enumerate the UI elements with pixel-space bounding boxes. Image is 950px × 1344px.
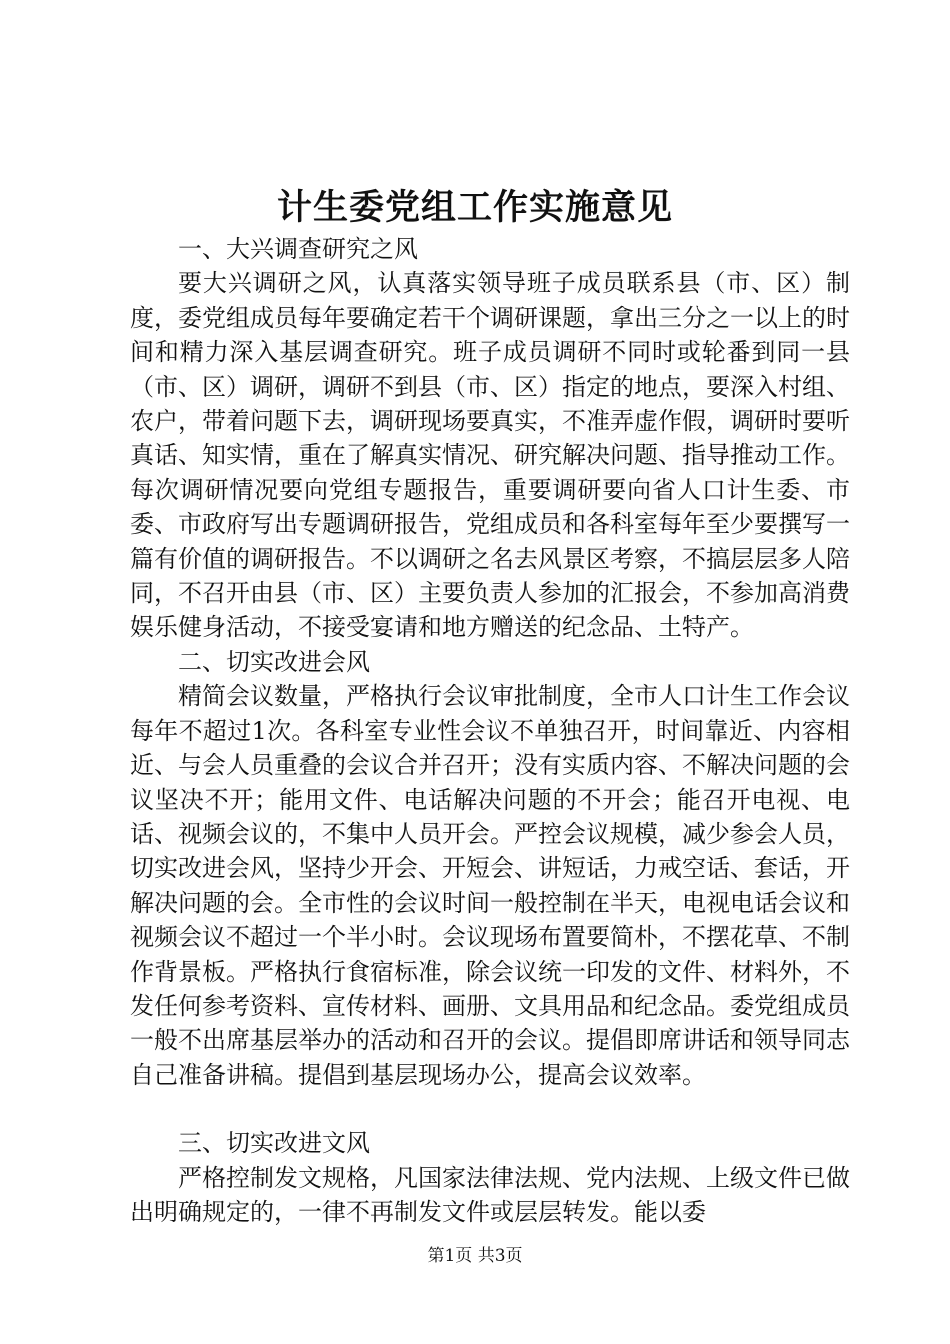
document-body [130,232,850,1229]
section-heading-2: 二、切实改进会风 [178,647,370,676]
section-paragraph-1: 要大兴调研之风，认真落实领导班子成员联系县（市、区）制度，委党组成员每年要确定若干个调研课题，拿出三分之一以上的时间和精力深入基层调查研究。班子成员调研不同时或轮番到同一县（市、区）调研，调研不到县（市、区）指定的地点，要深入村组、农户，带着问题下去，调研现场要真实，不准弄虚作假，调研时要听真话、知实情，重在了解真实情况、研究解决问题、指导推动工作。每次调研情况要向党组专题报告，重要调研要向省人口计生委、市委、市政府写出专题调研报告，党组成员和各科室每年至少要撰写一篇有价值的调研报告。不以调研之名去风景区考察，不搞层层多人陪同，不召开由县（市、区）主要负责人参加的汇报会，不参加高消费娱乐健身活动，不接受宴请和地方赠送的纪念品、土特产。 [130,269,850,642]
section-heading-1: 一、大兴调查研究之风 [178,235,418,263]
document-title: 计生委党组工作实施意见 [276,187,673,228]
section-spacer [130,1092,850,1126]
page-footer: 第1页 共3页 [427,1246,523,1266]
section-paragraph-3: 严格控制发文规格，凡国家法律法规、党内法规、上级文件已做出明确规定的，一律不再制发文件或层层转发。能以委 [130,1163,850,1226]
section-paragraph-2: 精简会议数量，严格执行会议审批制度，全市人口计生工作会议每年不超过1次。各科室专业性会议不单独召开，时间靠近、内容相近、与会人员重叠的会议合并召开；没有实质内容、不解决问题的会议坚决不开；能用文件、电话解决问题的不开会；能召开电视、电话、视频会议的，不集中人员开会。严控会议规模，减少参会人员，切实改进会风，坚持少开会、开短会、讲短话，力戒空话、套话，开解决问题的会。全市性的会议时间一般控制在半天，电视电话会议和视频会议不超过一个半小时。会议现场布置要简朴，不摆花草、不制作背景板。严格执行食宿标准，除会议统一印发的文件、材料外，不发任何参考资料、宣传材料、画册、文具用品和纪念品。委党组成员一般不出席基层举办的活动和召开的会议。提倡即席讲话和领导同志自己准备讲稿。提倡到基层现场办公，提高会议效率。 [130,682,850,1089]
section-heading-3: 三、切实改进文风 [178,1129,370,1158]
